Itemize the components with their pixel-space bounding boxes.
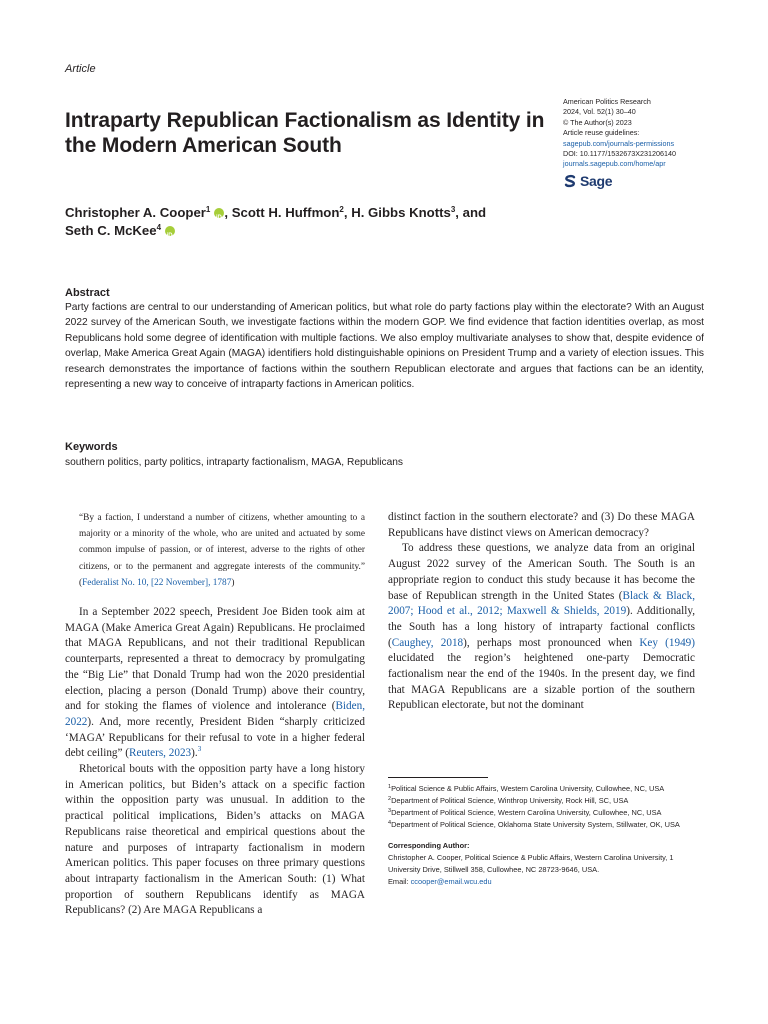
- corresponding-author-heading: Corresponding Author:: [388, 841, 470, 850]
- epigraph-quote: “By a faction, I understand a number of citizens, whether amounting to a majority or a minority of the whole, who are united and actuated by some common impulse of passion, or of interest, adverse to the rights of other citizens, or to the permanent and aggregate interests of the community.” (Federalist No. 10, [22 November], 1787): [79, 513, 365, 588]
- keywords-heading: Keywords: [65, 441, 118, 453]
- reuse-label: Article reuse guidelines:: [563, 128, 640, 138]
- email-line: Email: ccooper@email.wcu.edu: [388, 877, 492, 886]
- affiliations-block: [388, 783, 698, 888]
- orcid-icon[interactable]: [165, 226, 175, 236]
- doi: DOI: 10.1177/1532673X231206140: [563, 149, 676, 159]
- sage-wordmark: Sage: [580, 172, 613, 189]
- journal-info: [563, 97, 733, 188]
- right-column: [388, 510, 695, 714]
- corresponding-author-text: Christopher A. Cooper, Political Science & Public Affairs, Western Carolina University, 1 University Drive, Stillwell 358, Cullowhee, NC 28723-9646, USA.: [388, 853, 674, 874]
- email-link[interactable]: ccooper@email.wcu.edu: [410, 877, 492, 886]
- affiliation: $^2$Department of Political Science, Winthrop University, Rock Hill, SC, USA: [388, 796, 629, 805]
- citation-link[interactable]: Federalist No. 10, [22 November], 1787: [82, 577, 232, 588]
- affiliation: $^4$Department of Political Science, Oklahoma State University System, Stillwater, OK, USA: [388, 820, 680, 829]
- journal-copyright: © The Author(s) 2023: [563, 117, 632, 127]
- author-affiliation-ref: 2: [339, 205, 344, 214]
- footnote-ref[interactable]: 3: [197, 745, 202, 754]
- sage-logo[interactable]: [563, 174, 733, 188]
- author-affiliation-ref: 1: [205, 205, 211, 214]
- affiliation: $^3$Department of Political Science, Western Carolina University, Cullowhee, NC, USA: [388, 808, 662, 817]
- journal-volume: 2024, Vol. 52(1) 30–40: [563, 107, 636, 117]
- orcid-icon[interactable]: [214, 208, 224, 218]
- abstract-heading: Abstract: [65, 287, 110, 299]
- footnote-divider: [388, 777, 488, 778]
- author-affiliation-ref: 3: [450, 205, 456, 214]
- body-paragraph: Rhetorical bouts with the opposition party have a long history in American politics, but Biden’s attack on a specific faction within the opposition party was unusual. In addition to the practical political implications, Biden’s attacks on MAGA Republicans raise theoretical and empirical questions about the nature and purposes of intraparty factionalism in modern American politics. This paper focuses on three primary questions about intraparty factionalism in the American South: (1) What proportion of southern Republicans identify as MAGA Republicans? (2) Are MAGA Republicans a: [65, 763, 365, 917]
- author-list: Christopher A. Cooper$^1$iD , Scott H. Huffmon$^2$, H. Gibbs Knotts$^3$, and Seth C. McKee$^4$iD: [65, 204, 585, 240]
- citation-link[interactable]: Biden, 2022: [65, 700, 365, 728]
- body-paragraph: To address these questions, we analyze data from an original August 2022 survey of the American South. The South is an appropriate region to conduct this study because it has become the base of Republican strength in the United States (Black & Black, 2007; Hood et al., 2012; Maxwell & Shields, 2019). Additionally, the South has a long history of intraparty factional conflicts (Caughey, 2018), perhaps most pronounced when Key (1949) elucidated the region’s heightened one-party Democratic factionalism near the end of the 1940s. In the present day, we find that MAGA Republicans are a sizable portion of the southern Republican electorate, but not the dominant: [388, 542, 696, 712]
- affiliation: $^1$Political Science & Public Affairs, Western Carolina University, Cullowhee, NC, USA: [388, 784, 665, 793]
- journal-name: American Politics Research: [563, 97, 651, 106]
- citation-link[interactable]: Black & Black, 2007; Hood et al., 2012; Maxwell & Shields, 2019: [388, 589, 695, 618]
- citation-link[interactable]: Key (1949): [639, 636, 695, 649]
- keywords-text: southern politics, party politics, intraparty factionalism, MAGA, Republicans: [65, 457, 404, 468]
- author-name: Scott H. Huffmon: [231, 205, 340, 220]
- author-name: Christopher A. Cooper: [65, 205, 206, 220]
- author-affiliation-ref: 4: [156, 223, 162, 232]
- article-type-label: Article: [65, 63, 96, 75]
- article-title: Intraparty Republican Factionalism as Identity in the Modern American South: [65, 109, 545, 157]
- citation-link[interactable]: Reuters, 2023: [129, 747, 192, 760]
- body-paragraph: distinct faction in the southern electorate? and (3) Do these MAGA Republicans have distinct views on American democracy?: [388, 511, 695, 539]
- body-paragraph: In a September 2022 speech, President Joe Biden took aim at MAGA (Make America Great Again) Republicans. He proclaimed that MAGA Republicans, and not their traditional Republican counterparts, represented a threat to democracy by promulgating the “Big Lie” that Donald Trump had won the 2020 presidential election, placing a person (Donald Trump) above their country, and for stoking the flames of violence and intolerance (Biden, 2022). And, more recently, President Biden “sharply criticized ‘MAGA’ Republicans for their refusal to vote in a higher federal debt ceiling” (Reuters, 2023).$^3$: [65, 606, 365, 760]
- author-name: Seth C. McKee: [65, 223, 157, 238]
- author-name: H. Gibbs Knotts: [351, 205, 451, 220]
- abstract-text: Party factions are central to our understanding of American politics, but what role do party factions play within the electorate? With an August 2022 survey of the American South, we investigate factions within the modern GOP. We find evidence that faction identities overlap, as most Republicans hold some degree of identification with multiple factions. We also employ multivariate analyses to show that, despite evidence of overlap, Make America Great Again (MAGA) identifiers hold distinguishable opinions on President Trump and a variety of election issues. This research demonstrates the importance of factions within the southern Republican electorate and argues that factions can be an identity, representing a new way to conceive of intraparty factions in American politics.: [65, 302, 704, 391]
- sage-logo-icon: [563, 174, 577, 188]
- citation-link[interactable]: Caughey, 2018: [391, 636, 464, 649]
- journal-home-link[interactable]: journals.sagepub.com/home/apr: [563, 159, 666, 169]
- permissions-link[interactable]: sagepub.com/journals-permissions: [563, 138, 675, 148]
- left-column: [65, 510, 365, 919]
